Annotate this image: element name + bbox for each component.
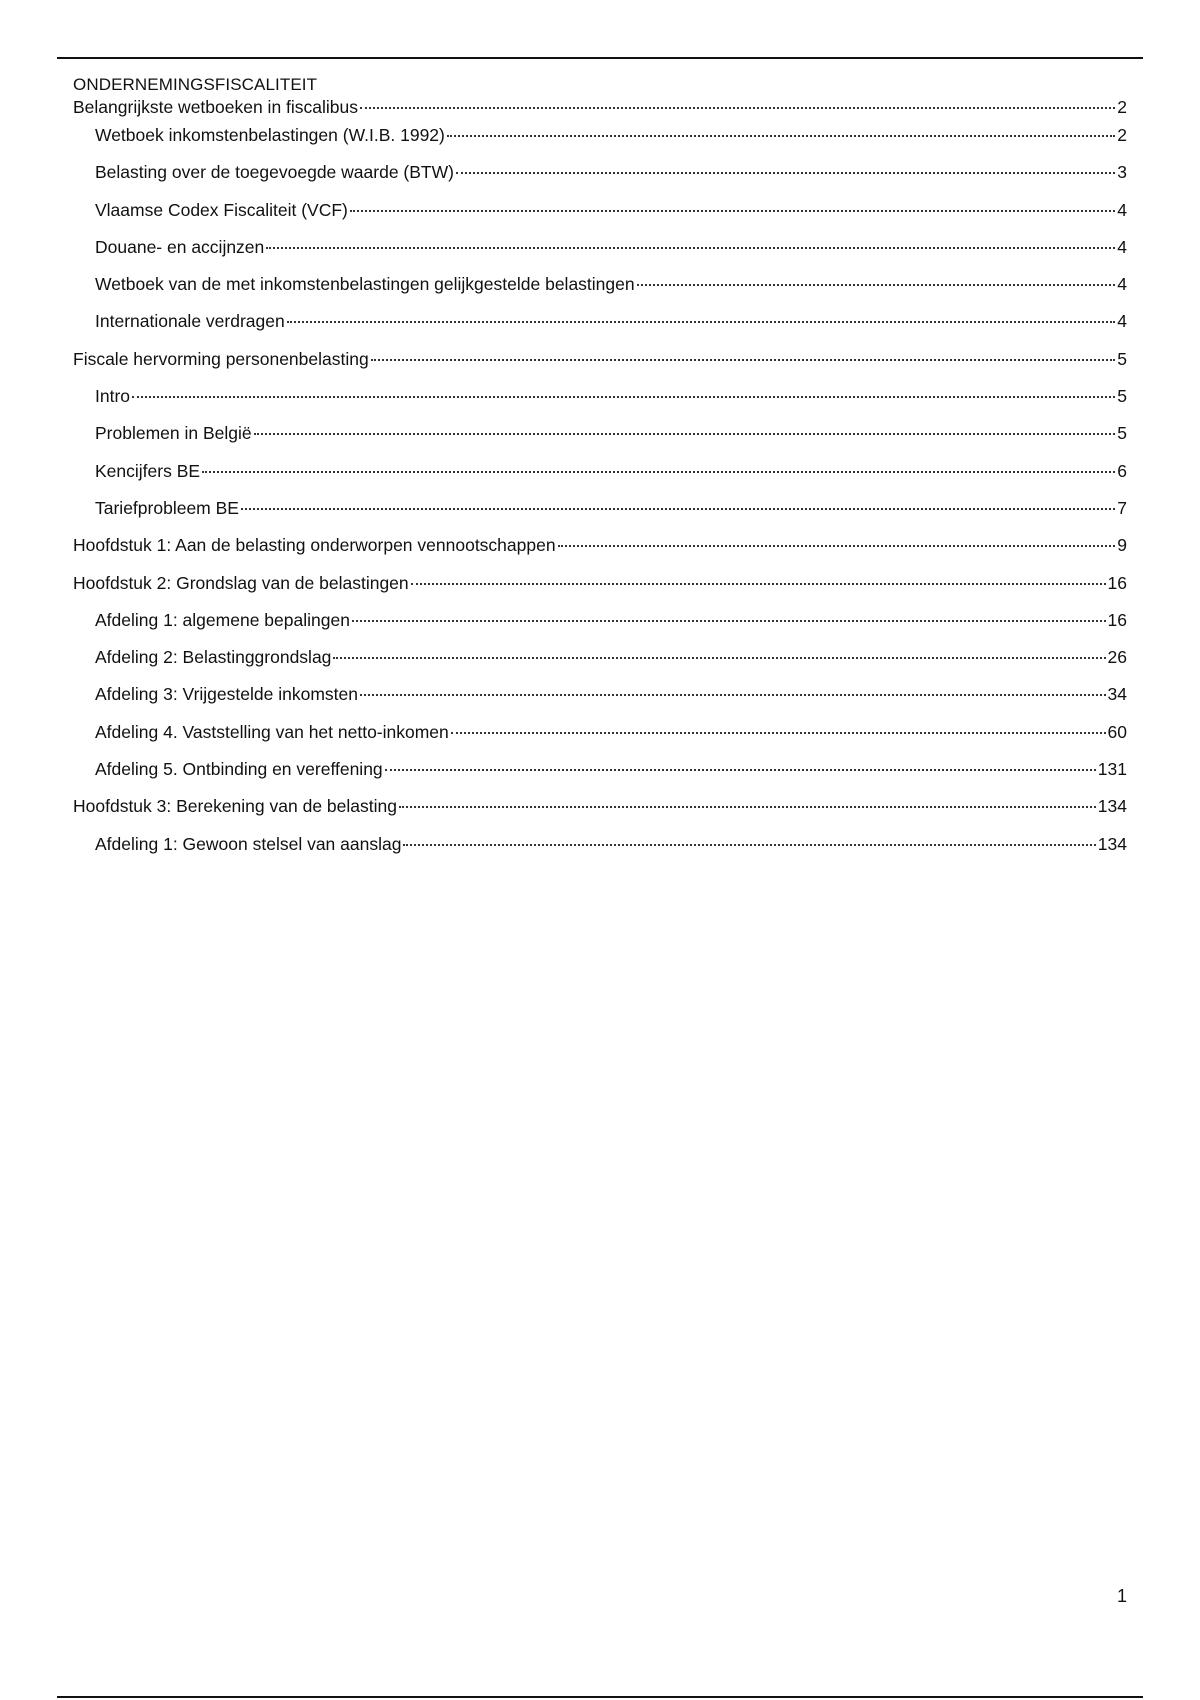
toc-entry-title[interactable]: Vlaamse Codex Fiscaliteit (VCF) [95, 199, 348, 220]
toc-entry[interactable] [73, 422, 1127, 459]
toc-entry-page: 5 [1117, 348, 1127, 369]
toc-entry-page: 60 [1107, 721, 1127, 742]
toc-dot-leader [399, 806, 1096, 808]
toc-entry[interactable] [73, 609, 1127, 646]
toc-entry-title[interactable]: Afdeling 2: Belastinggrondslag [95, 647, 332, 668]
toc-entry-page: 2 [1117, 125, 1127, 145]
toc-dot-leader [333, 657, 1105, 659]
toc-dot-leader [637, 284, 1115, 286]
toc-entry[interactable] [73, 497, 1127, 534]
toc-entry[interactable] [73, 683, 1127, 720]
toc-entry[interactable] [73, 236, 1127, 273]
toc-dot-leader [447, 135, 1115, 137]
toc-entry-title[interactable]: Fiscale hervorming personenbelasting [73, 348, 369, 369]
toc-entry-page: 3 [1117, 162, 1127, 183]
toc-entry-title[interactable]: Wetboek van de met inkomstenbelastingen gelijkgestelde belastingen [95, 274, 635, 295]
toc-entry-title[interactable]: Tariefprobleem BE [95, 497, 239, 518]
toc-dot-leader [350, 210, 1115, 212]
toc-entry-page: 7 [1117, 497, 1127, 518]
toc-entry-page: 26 [1107, 647, 1127, 668]
toc-entry-title[interactable]: Internationale verdragen [95, 311, 285, 332]
toc-entry-page: 4 [1117, 236, 1127, 257]
toc-entry-page: 134 [1097, 833, 1127, 854]
toc-entry[interactable] [73, 161, 1127, 198]
toc-entry[interactable] [73, 534, 1127, 571]
page-number: 1 [1116, 1586, 1127, 1606]
toc-entry-page: 34 [1107, 684, 1127, 705]
document-title: ONDERNEMINGSFISCALITEIT [73, 75, 318, 94]
toc-dot-leader [371, 359, 1115, 361]
toc-entry[interactable] [73, 460, 1127, 497]
toc-entry-page: 4 [1117, 311, 1127, 332]
toc-dot-leader [266, 247, 1115, 249]
toc-entry[interactable] [73, 310, 1127, 347]
toc-entry[interactable] [73, 721, 1127, 758]
toc-entry[interactable] [73, 96, 1127, 124]
header-rule [57, 57, 1143, 59]
toc-entry-title[interactable]: Belangrijkste wetboeken in fiscalibus [73, 97, 359, 117]
toc-entry-title[interactable]: Hoofdstuk 1: Aan de belasting onderworpen vennootschappen [73, 535, 556, 556]
toc-entry[interactable] [73, 199, 1127, 236]
toc-entry-page: 16 [1107, 572, 1127, 593]
toc-dot-leader [451, 732, 1106, 734]
toc-entry-page: 16 [1107, 609, 1127, 630]
toc-entry-title[interactable]: Afdeling 1: algemene bepalingen [95, 609, 350, 630]
toc-entry-title[interactable]: Wetboek inkomstenbelastingen (W.I.B. 1992) [95, 125, 445, 145]
toc-dot-leader [202, 471, 1115, 473]
toc-entry-page: 9 [1117, 535, 1127, 556]
toc-entry[interactable] [73, 795, 1127, 832]
toc-entry[interactable] [73, 572, 1127, 609]
toc-entry-title[interactable]: Afdeling 5. Ontbinding en vereffening [95, 759, 383, 780]
toc-entry-page: 4 [1117, 199, 1127, 220]
toc-entry[interactable] [73, 646, 1127, 683]
toc-dot-leader [456, 172, 1115, 174]
toc-entry[interactable] [73, 273, 1127, 310]
toc-dot-leader [403, 844, 1095, 846]
toc-entry-title[interactable]: Douane- en accijnzen [95, 236, 265, 257]
table-of-contents [73, 74, 1127, 870]
toc-dot-leader [385, 769, 1096, 771]
toc-entry[interactable] [73, 833, 1127, 870]
toc-entry-title[interactable]: Afdeling 1: Gewoon stelsel van aanslag [95, 833, 402, 854]
toc-dot-leader [254, 433, 1115, 435]
toc-dot-leader [352, 620, 1106, 622]
toc-entry-title[interactable]: Kencijfers BE [95, 460, 201, 481]
toc-entry-title[interactable]: Intro [95, 386, 131, 407]
toc-entry-title[interactable]: Afdeling 4. Vaststelling van het netto-inkomen [95, 721, 449, 742]
toc-entry-title[interactable]: Afdeling 3: Vrijgestelde inkomsten [95, 684, 358, 705]
toc-entry-title[interactable]: Hoofdstuk 2: Grondslag van de belastingen [73, 572, 409, 593]
toc-dot-leader [132, 396, 1115, 398]
toc-dot-leader [360, 694, 1106, 696]
toc-entry[interactable] [73, 348, 1127, 385]
toc-entry-title[interactable]: Problemen in België [95, 423, 252, 444]
toc-entry-title[interactable]: Belasting over de toegevoegde waarde (BTW) [95, 162, 454, 183]
toc-entry[interactable] [73, 385, 1127, 422]
toc-entry-title[interactable]: Hoofdstuk 3: Berekening van de belasting [73, 796, 397, 817]
toc-dot-leader [558, 545, 1115, 547]
toc-dot-leader [360, 107, 1115, 109]
toc-entry-page: 5 [1117, 423, 1127, 444]
toc-entry-page: 134 [1097, 796, 1127, 817]
toc-entry-page: 6 [1117, 460, 1127, 481]
toc-entry-page: 131 [1097, 759, 1127, 780]
toc-dot-leader [241, 508, 1115, 510]
toc-dot-leader [287, 321, 1115, 323]
footer-rule [57, 1696, 1143, 1698]
toc-entry-page: 4 [1117, 274, 1127, 295]
toc-entry[interactable] [73, 124, 1127, 161]
toc-entry-page: 2 [1117, 97, 1127, 117]
toc-dot-leader [411, 583, 1106, 585]
toc-list [73, 96, 1127, 870]
toc-entry-page: 5 [1117, 386, 1127, 407]
toc-entry[interactable] [73, 758, 1127, 795]
